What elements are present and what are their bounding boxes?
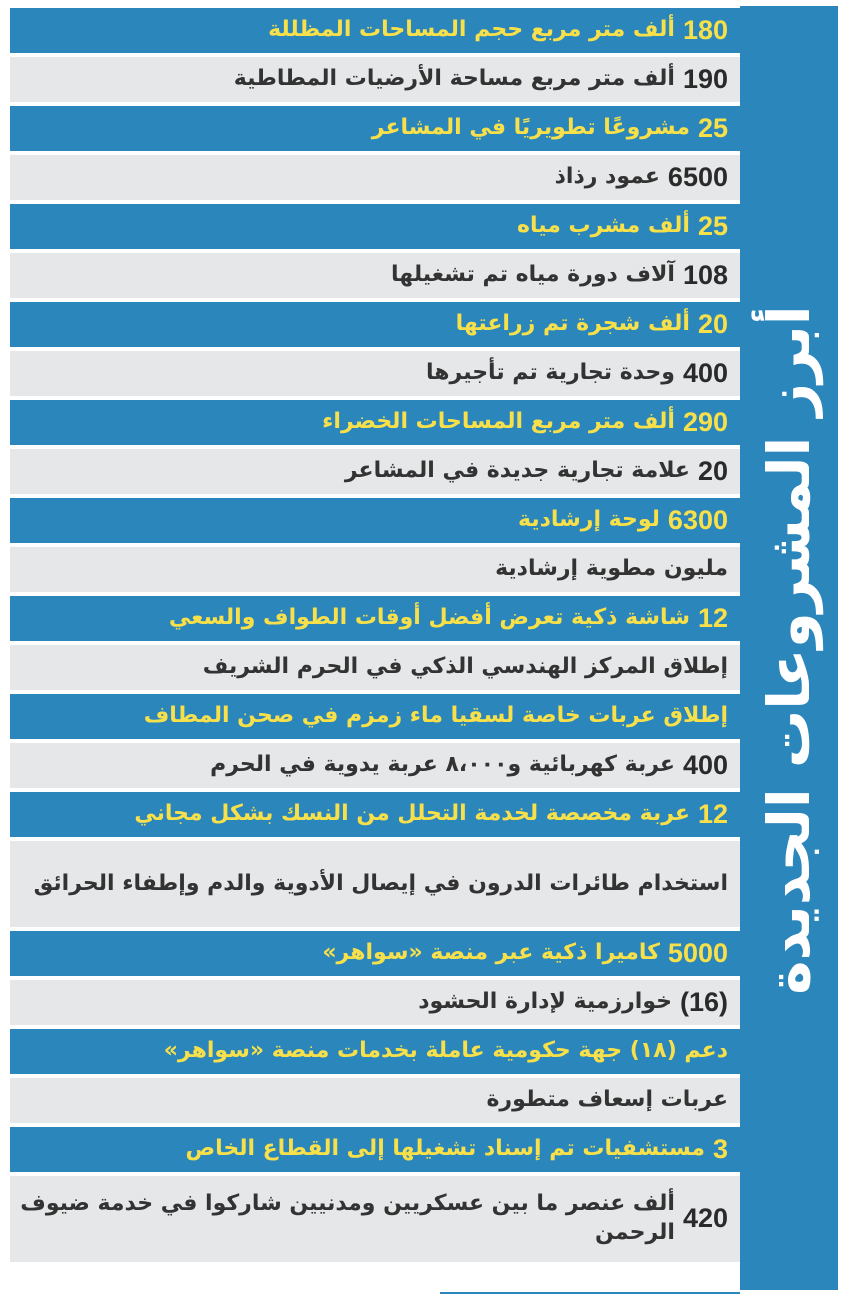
stat-text: ألف عنصر ما بين عسكريين ومدنيين شاركوا في خدمة ضيوف الرحمن bbox=[20, 1191, 675, 1245]
stat-text: إطلاق المركز الهندسي الذكي في الحرم الشريف bbox=[202, 654, 728, 680]
stat-row bbox=[10, 302, 740, 347]
stat-number: 6500 bbox=[667, 161, 728, 192]
stat-row bbox=[10, 694, 740, 739]
stat-text: شاشة ذكية تعرض أفضل أوقات الطواف والسعي bbox=[168, 605, 690, 631]
stat-row bbox=[10, 841, 740, 927]
stat-number: 12 bbox=[697, 602, 728, 633]
stat-text: ألف مشرب مياه bbox=[516, 213, 690, 239]
stat-row bbox=[10, 57, 740, 102]
stat-number: 400 bbox=[682, 749, 728, 780]
stat-text: عربة كهربائية و٨،٠٠٠ عربة يدوية في الحرم bbox=[210, 752, 675, 778]
stat-row bbox=[10, 931, 740, 976]
stat-text: ألف متر مربع حجم المساحات المظللة bbox=[268, 17, 675, 43]
stat-row bbox=[10, 596, 740, 641]
stat-number: 5000 bbox=[667, 937, 728, 968]
stat-number: 25 bbox=[697, 210, 728, 241]
stat-row bbox=[10, 449, 740, 494]
stat-text: عربة مخصصة لخدمة التحلل من النسك بشكل مجاني bbox=[134, 801, 690, 827]
stat-number: 290 bbox=[682, 406, 728, 437]
stat-number: 108 bbox=[682, 259, 728, 290]
stat-text: مليون مطوية إرشادية bbox=[495, 556, 728, 582]
stat-number: 6300 bbox=[667, 504, 728, 535]
stat-row bbox=[10, 106, 740, 151]
stat-text: لوحة إرشادية bbox=[518, 507, 660, 533]
stat-row bbox=[10, 1176, 740, 1262]
stat-text: خوارزمية لإدارة الحشود bbox=[418, 989, 672, 1015]
stat-row bbox=[10, 792, 740, 837]
stat-number: 180 bbox=[682, 14, 728, 45]
stat-text: إطلاق عربات خاصة لسقيا ماء زمزم في صحن المطاف bbox=[143, 703, 728, 729]
stat-row bbox=[10, 980, 740, 1025]
stat-text: علامة تجارية جديدة في المشاعر bbox=[344, 458, 690, 484]
stat-text: دعم (١٨) جهة حكومية عاملة بخدمات منصة «سواهر» bbox=[163, 1038, 728, 1064]
stat-number: 420 bbox=[682, 1203, 728, 1234]
stat-row bbox=[10, 400, 740, 445]
stat-row bbox=[10, 155, 740, 200]
stat-row bbox=[10, 498, 740, 543]
stat-number: 190 bbox=[682, 63, 728, 94]
stat-row bbox=[10, 1029, 740, 1074]
stat-row bbox=[10, 351, 740, 396]
stat-row bbox=[10, 204, 740, 249]
stat-text: ألف متر مربع مساحة الأرضيات المطاطية bbox=[233, 66, 675, 92]
stat-number: 400 bbox=[682, 357, 728, 388]
stats-list bbox=[10, 8, 740, 1266]
stat-row bbox=[10, 253, 740, 298]
stat-text: كاميرا ذكية عبر منصة «سواهر» bbox=[322, 940, 660, 966]
stat-row bbox=[10, 1127, 740, 1172]
stat-number: 20 bbox=[697, 308, 728, 339]
bottom-divider bbox=[440, 1292, 740, 1294]
stat-text: استخدام طائرات الدرون في إيصال الأدوية والدم وإطفاء الحرائق bbox=[33, 870, 728, 896]
stat-number: 20 bbox=[697, 455, 728, 486]
stat-number: 25 bbox=[697, 112, 728, 143]
stat-row bbox=[10, 645, 740, 690]
stat-text: ألف شجرة تم زراعتها bbox=[455, 311, 690, 337]
stat-text: مشروعًا تطويريًا في المشاعر bbox=[371, 115, 690, 141]
stat-text: ألف متر مربع المساحات الخضراء bbox=[322, 409, 675, 435]
stat-text: آلاف دورة مياه تم تشغيلها bbox=[391, 262, 675, 288]
stat-number: 3 bbox=[712, 1133, 728, 1164]
stat-text: عمود رذاذ bbox=[554, 164, 660, 190]
stat-row bbox=[10, 1078, 740, 1123]
stat-text: وحدة تجارية تم تأجيرها bbox=[426, 360, 675, 386]
stat-text: مستشفيات تم إسناد تشغيلها إلى القطاع الخاص bbox=[185, 1136, 705, 1162]
infographic-title: أبرز المشروعات الجديدة bbox=[755, 305, 823, 995]
stat-number: (16) bbox=[679, 986, 728, 1017]
stat-row bbox=[10, 8, 740, 53]
stat-row bbox=[10, 743, 740, 788]
stat-text: عربات إسعاف متطورة bbox=[486, 1087, 728, 1113]
stat-row bbox=[10, 547, 740, 592]
stat-number: 12 bbox=[697, 798, 728, 829]
